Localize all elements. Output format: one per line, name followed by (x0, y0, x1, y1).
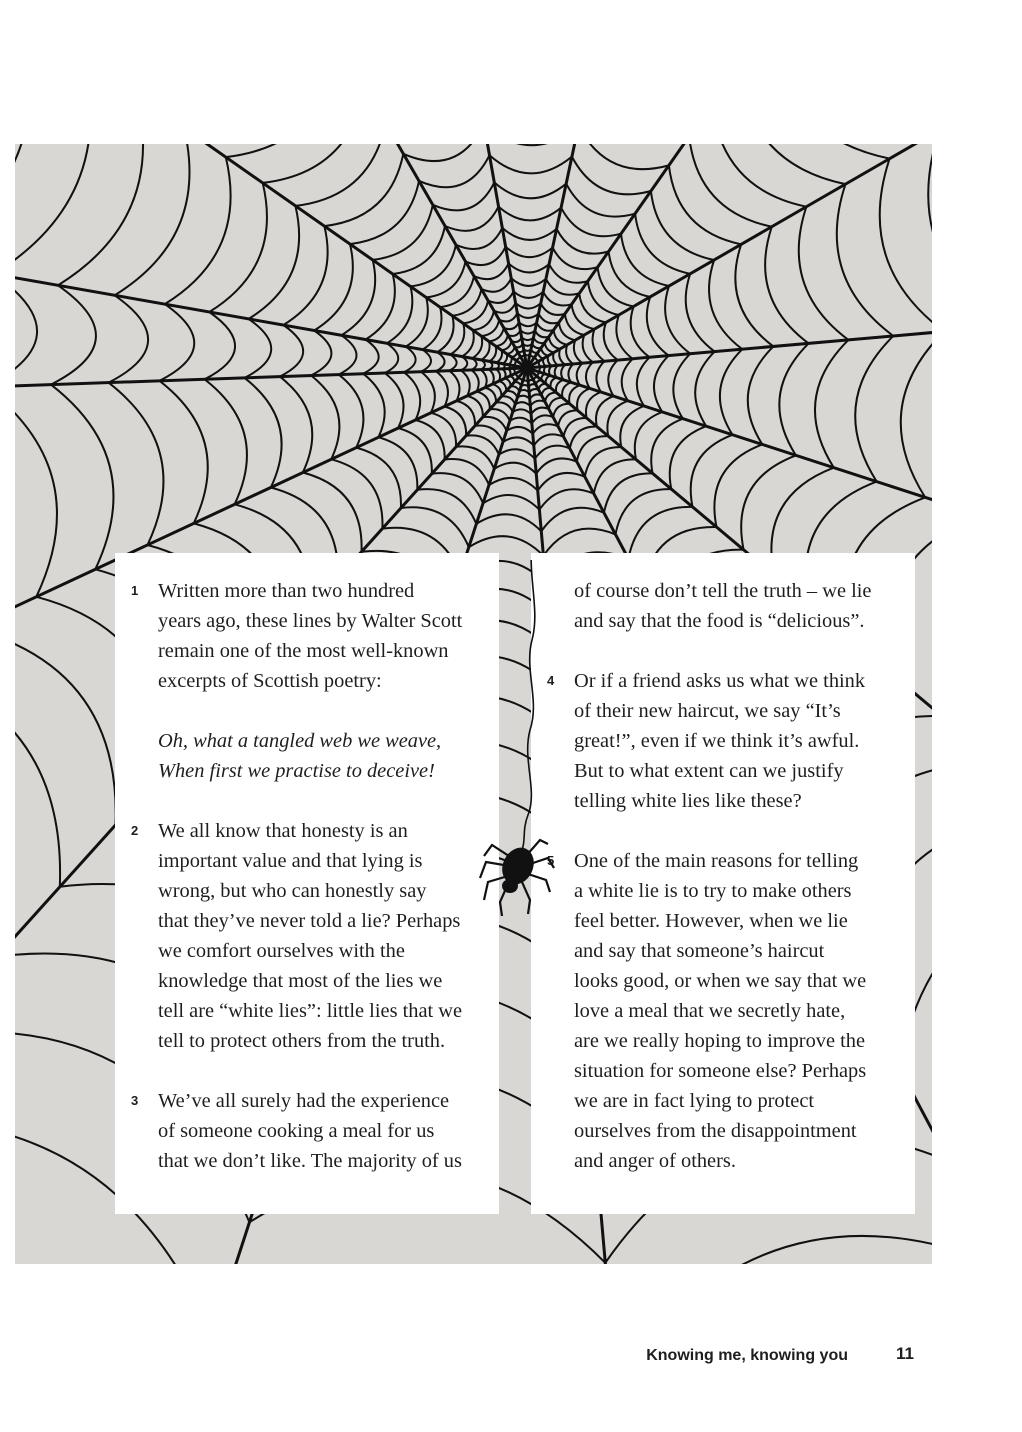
text-line: of their new haircut, we say “It’s (574, 700, 841, 722)
text-line: and say that the food is “delicious”. (574, 610, 865, 632)
text-line: wrong, but who can honestly say (158, 880, 427, 902)
text-line: We all know that honesty is an (158, 820, 408, 842)
text-line: tell to protect others from the truth. (158, 1030, 446, 1052)
paragraph-1 (158, 576, 462, 696)
spider-icon (470, 560, 560, 920)
text-line: important value and that lying is (158, 850, 423, 872)
paragraph-5 (574, 846, 866, 1176)
poem-quote (158, 726, 441, 786)
text-line: love a meal that we secretly hate, (574, 1000, 846, 1022)
quote-line: When first we practise to deceive! (158, 760, 435, 782)
text-line: situation for someone else? Perhaps (574, 1060, 867, 1082)
footer-chapter-title: Knowing me, knowing you (646, 1347, 848, 1364)
paragraph-number: 1 (131, 583, 139, 598)
text-line: and say that someone’s haircut (574, 940, 825, 962)
text-line: But to what extent can we justify (574, 760, 844, 782)
paragraph-number: 5 (547, 853, 555, 868)
text-line: of course don’t tell the truth – we lie (574, 580, 872, 602)
text-line: looks good, or when we say that we (574, 970, 867, 992)
paragraph-3-continuation (574, 576, 871, 636)
text-line: great!”, even if we think it’s awful. (574, 730, 860, 752)
paragraph-number: 2 (131, 823, 139, 838)
text-line: that we don’t like. The majority of us (158, 1150, 462, 1172)
paragraph-number: 3 (131, 1093, 139, 1108)
text-line: feel better. However, when we lie (574, 910, 848, 932)
text-line: We’ve all surely had the experience (158, 1090, 450, 1112)
quote-line: Oh, what a tangled web we weave, (158, 730, 442, 752)
text-line: of someone cooking a meal for us (158, 1120, 435, 1142)
text-line: ourselves from the disappointment (574, 1120, 857, 1142)
text-line: we comfort ourselves with the (158, 940, 405, 962)
text-line: and anger of others. (574, 1150, 736, 1172)
paragraph-4 (574, 666, 865, 816)
text-line: a white lie is to try to make others (574, 880, 852, 902)
text-line: Written more than two hundred (158, 580, 415, 602)
text-line: Or if a friend asks us what we think (574, 670, 866, 692)
text-line: that they’ve never told a lie? Perhaps (158, 910, 461, 932)
paragraph-number: 4 (547, 673, 555, 688)
text-line: excerpts of Scottish poetry: (158, 670, 382, 692)
text-line: are we really hoping to improve the (574, 1030, 866, 1052)
text-line: tell are “white lies”: little lies that we (158, 1000, 463, 1022)
page-number: 11 (896, 1344, 914, 1363)
text-line: telling white lies like these? (574, 790, 802, 812)
text-line: we are in fact lying to protect (574, 1090, 815, 1112)
text-line: remain one of the most well-known (158, 640, 449, 662)
paragraph-2 (158, 816, 462, 1056)
text-line: One of the main reasons for telling (574, 850, 859, 872)
text-line: knowledge that most of the lies we (158, 970, 443, 992)
paragraph-3 (158, 1086, 462, 1176)
text-line: years ago, these lines by Walter Scott (158, 610, 463, 632)
